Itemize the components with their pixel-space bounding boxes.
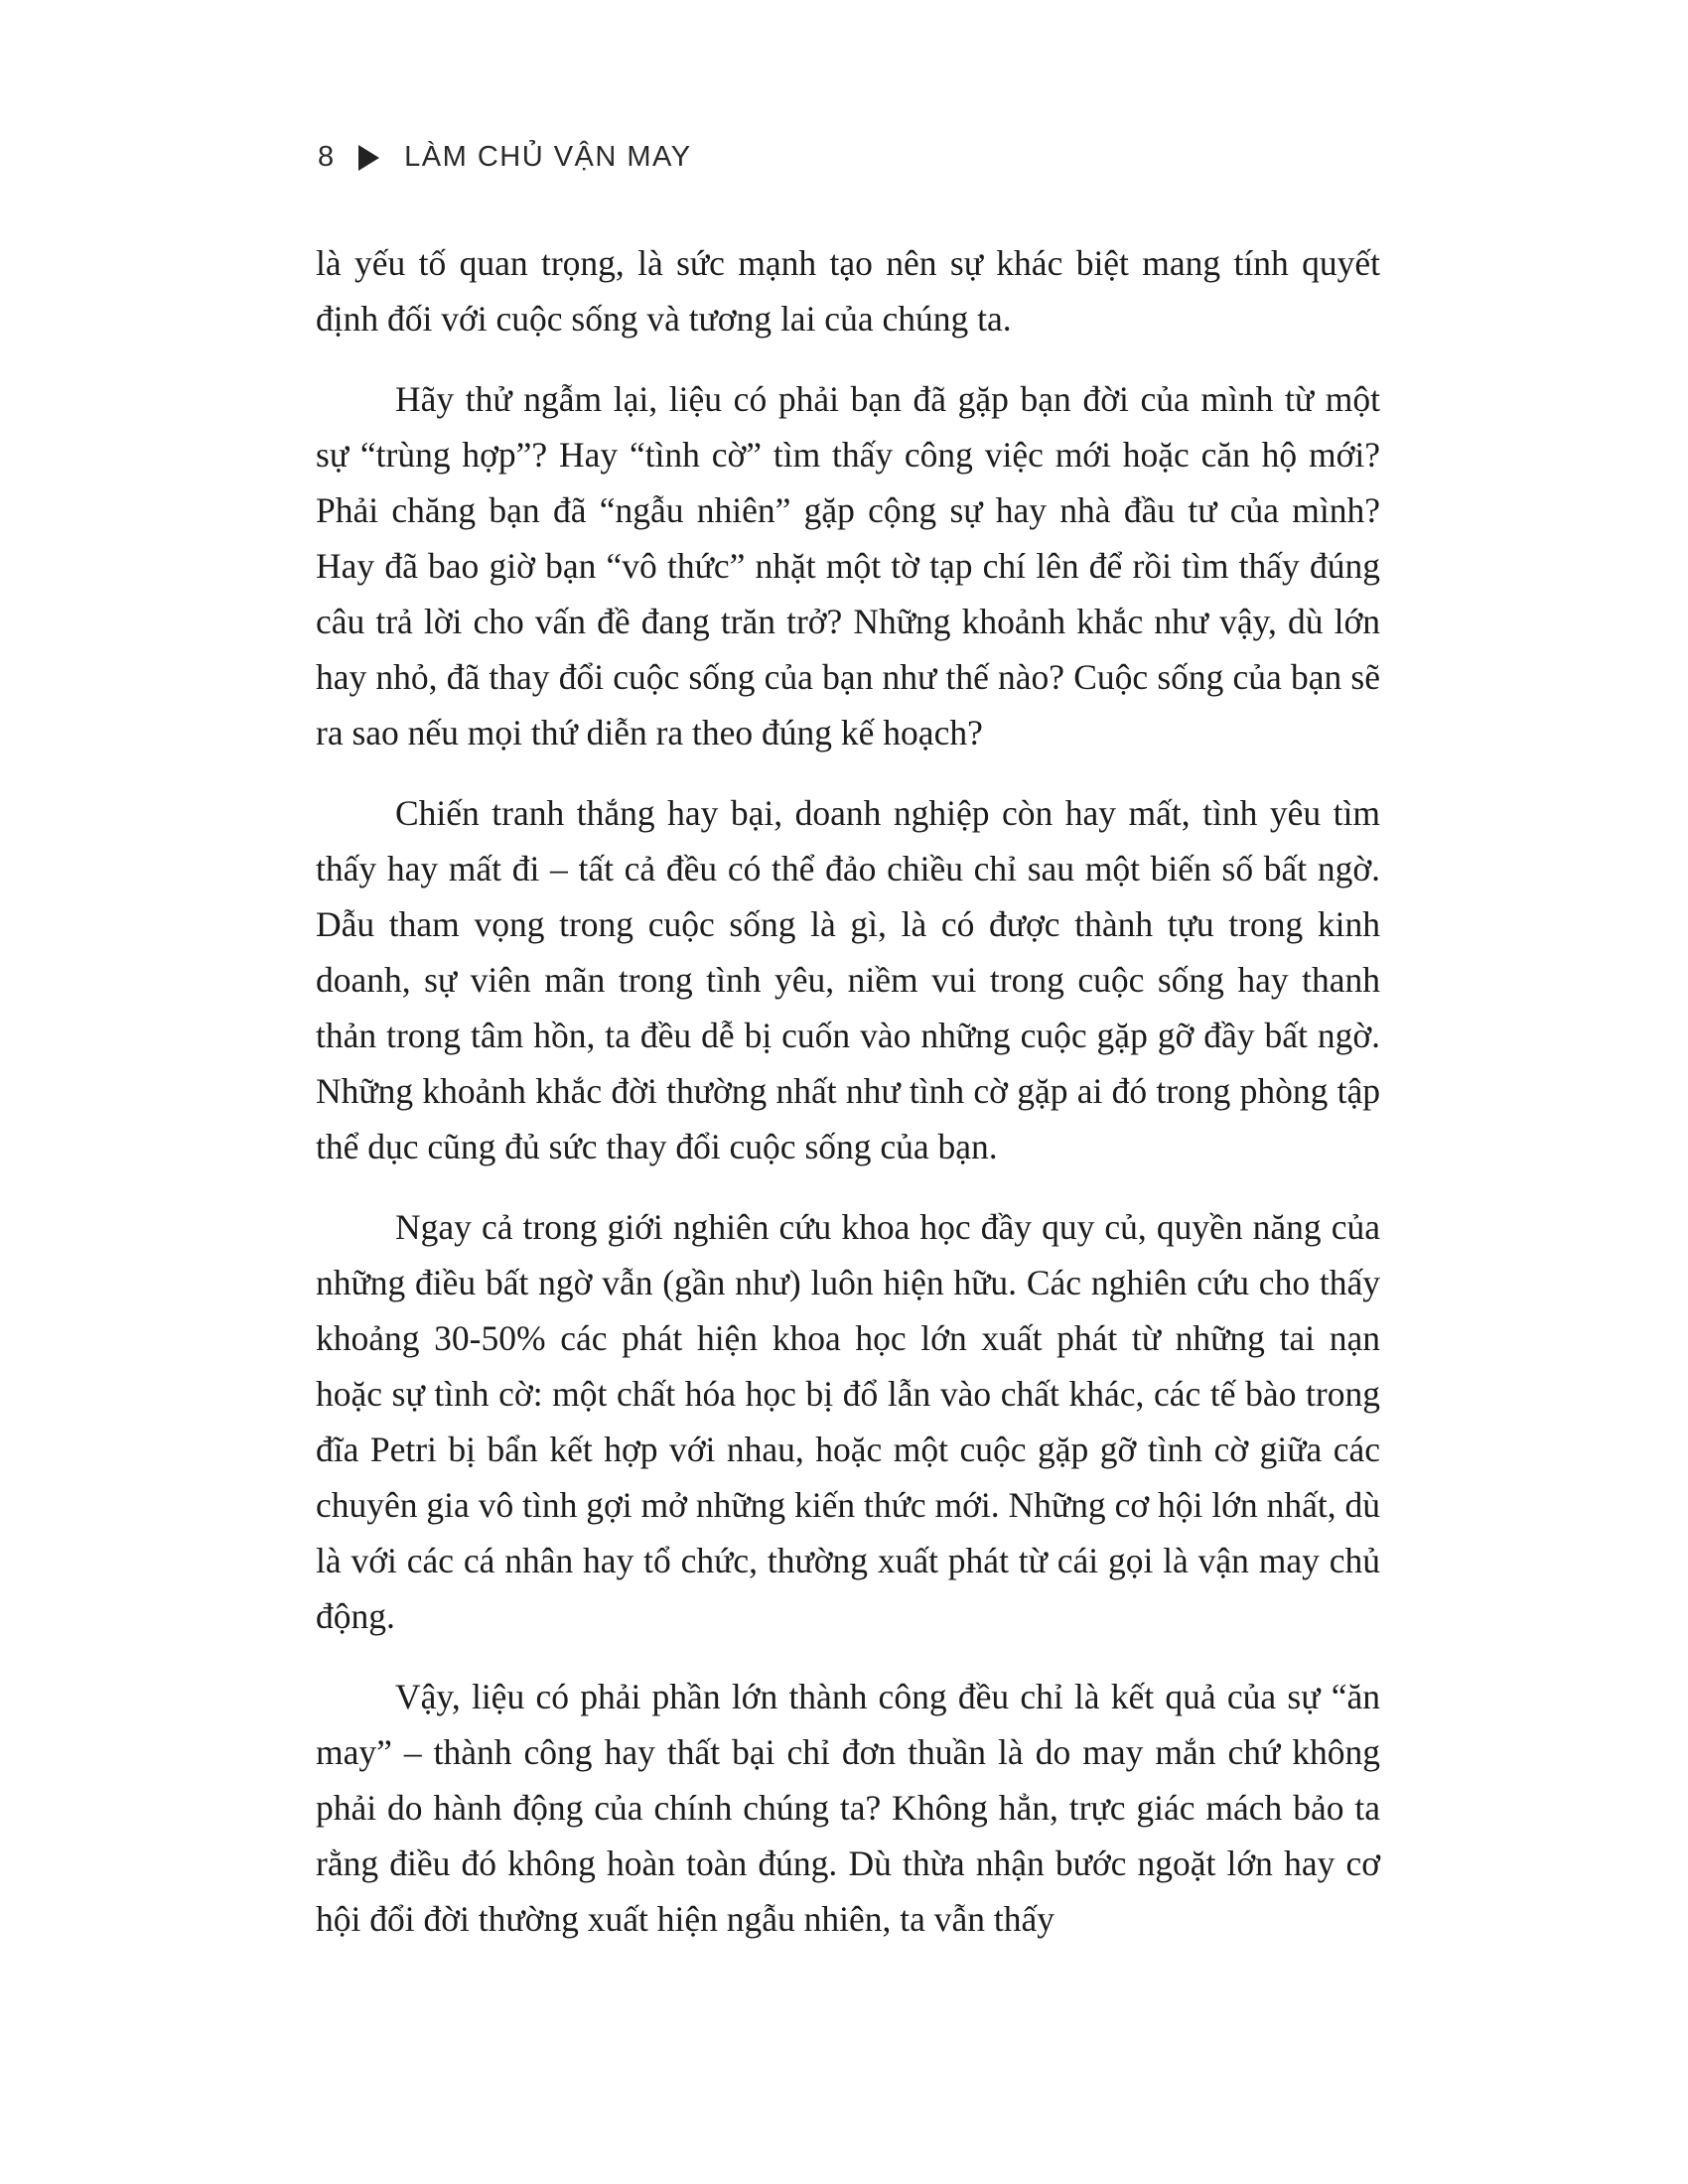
page-number: 8 (318, 141, 336, 173)
paragraph: Hãy thử ngẫm lại, liệu có phải bạn đã gặp bạn đời của mình từ một sự “trùng hợp”? Hay “tình cờ” tìm thấy công việc mới hoặc căn hộ mới? Phải chăng bạn đã “ngẫu nhiên” gặp cộng sự hay nhà đầu tư của mình? Hay đã bao giờ bạn “vô thức” nhặt một tờ tạp chí lên để rồi tìm thấy đúng câu trả lời cho vấn đề đang trăn trở? Những khoảnh khắc như vậy, dù lớn hay nhỏ, đã thay đổi cuộc sống của bạn như thế nào? Cuộc sống của bạn sẽ ra sao nếu mọi thứ diễn ra theo đúng kế hoạch? (316, 379, 1380, 752)
paragraph-continued: là yếu tố quan trọng, là sức mạnh tạo nên sự khác biệt mang tính quyết định đối với cuộc sống và tương lai của chúng ta. (316, 243, 1380, 339)
play-arrow-icon (358, 145, 379, 171)
paragraph: Vậy, liệu có phải phần lớn thành công đều chỉ là kết quả của sự “ăn may” – thành công hay thất bại chỉ đơn thuần là do may mắn chứ không phải do hành động của chính chúng ta? Không hẳn, trực giác mách bảo ta rằng điều đó không hoàn toàn đúng. Dù thừa nhận bước ngoặt lớn hay cơ hội đổi đời thường xuất hiện ngẫu nhiên, ta vẫn thấy (316, 1677, 1380, 1939)
body-text (316, 235, 1380, 1972)
running-header (318, 141, 692, 174)
paragraph: Chiến tranh thắng hay bại, doanh nghiệp còn hay mất, tình yêu tìm thấy hay mất đi – tất cả đều có thể đảo chiều chỉ sau một biến số bất ngờ. Dẫu tham vọng trong cuộc sống là gì, là có được thành tựu trong kinh doanh, sự viên mãn trong tình yêu, niềm vui trong cuộc sống hay thanh thản trong tâm hồn, ta đều dễ bị cuốn vào những cuộc gặp gỡ đầy bất ngờ. Những khoảnh khắc đời thường nhất như tình cờ gặp ai đó trong phòng tập thể dục cũng đủ sức thay đổi cuộc sống của bạn. (316, 793, 1380, 1166)
paragraph: Ngay cả trong giới nghiên cứu khoa học đầy quy củ, quyền năng của những điều bất ngờ vẫn (gần như) luôn hiện hữu. Các nghiên cứu cho thấy khoảng 30-50% các phát hiện khoa học lớn xuất phát từ những tai nạn hoặc sự tình cờ: một chất hóa học bị đổ lẫn vào chất khác, các tế bào trong đĩa Petri bị bẩn kết hợp với nhau, hoặc một cuộc gặp gỡ tình cờ giữa các chuyên gia vô tình gợi mở những kiến thức mới. Những cơ hội lớn nhất, dù là với các cá nhân hay tổ chức, thường xuất phát từ cái gọi là vận may chủ động. (316, 1207, 1380, 1636)
book-title: LÀM CHỦ VẬN MAY (404, 141, 692, 173)
